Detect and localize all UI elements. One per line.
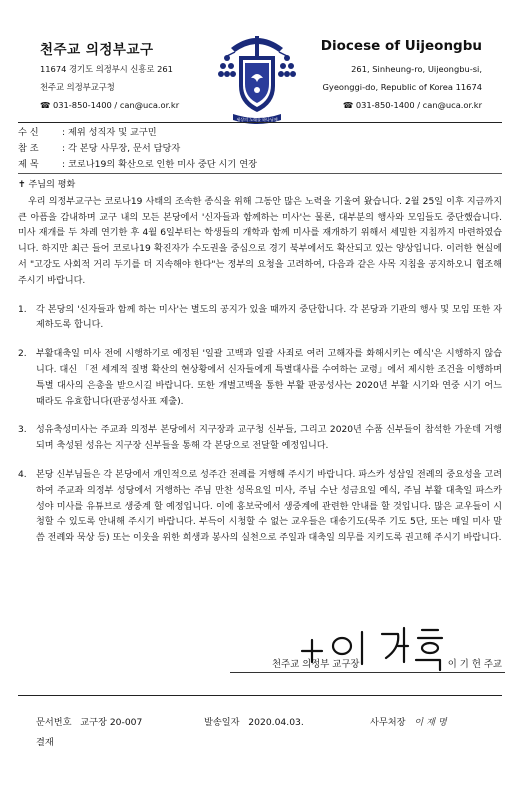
office-director-label: 사무처장: [370, 717, 406, 728]
document-number-value: 교구장 20-007: [80, 717, 143, 728]
reference-value: : 각 본당 사무장, 문서 담당자: [62, 143, 181, 154]
header-address-english: [322, 63, 482, 117]
document-number: [36, 714, 142, 728]
reference-label: 참 조: [18, 143, 39, 154]
office-director-signature: 이 재 명: [414, 717, 447, 728]
footer-divider: [18, 695, 502, 696]
list-item: [18, 423, 502, 455]
subject-label: 제 목: [18, 159, 39, 170]
address-line: Gyeonggi-do, Republic of Korea 11674: [322, 82, 482, 92]
intro-paragraph: 우리 의정부교구는 코로나19 사태의 조속한 종식을 위해 그동안 많은 노력을 기울여 왔습니다. 2월 25일 이후 지금까지 큰 아픔을 감내하며 교구 내의 모든 본당에서 '신자들과 함께하는 미사'는 물론, 대부분의 행사와 모임들도 중단했습니다. 미사 재개를 두 차례 연기한 후 4월 6일부터는 학생들의 개학과 함께 미사를 재개하기 위해서 세밀한 지침까지 마련하였습니다. 하지만 최근 들어 코로나19 확진자가 수도권을 중심으로 경기 북부에서도 확산되고 있는 양상입니다. 이러한 현실에서 "고강도 사회적 거리 두기를 더 지속해야 한다"는 정부의 요청을 고려하여, 다음과 같은 사목 지침을 공지하오니 협조해 주시기 바랍니다.: [18, 196, 502, 286]
meta-divider: [18, 173, 502, 174]
item-number: 1.: [18, 304, 27, 315]
sender-organization: 천주교 의정부 교구장: [272, 659, 360, 670]
document-number-label: 문서번호: [36, 717, 72, 728]
diocese-coat-of-arms-logo: [213, 28, 301, 128]
diocese-title-english: Diocese of Uijeongbu: [320, 38, 482, 54]
item-number: 3.: [18, 425, 27, 436]
contact-line: ☎ 031-850-1400 / can@uca.or.kr: [342, 100, 482, 110]
header-address-korean: [40, 63, 179, 117]
recipient-label: 수 신: [18, 127, 39, 138]
contact-line: ☎ 031-850-1400 / can@uca.or.kr: [40, 100, 180, 110]
list-item: [18, 303, 502, 335]
recipient-row: [18, 124, 257, 140]
office-director: [370, 714, 447, 728]
sender-name: 이 기 헌 주교: [447, 659, 502, 670]
office-line: 천주교 의정부교구청: [40, 82, 115, 92]
document-meta: [18, 124, 257, 172]
letter-body: [18, 178, 502, 547]
item-number: 4.: [18, 469, 27, 480]
address-line: 11674 경기도 의정부시 신흥로 261: [40, 64, 173, 74]
item-text: 부활대축일 미사 전에 시행하기로 예정된 '일괄 고백과 일괄 사죄로 여러 고해자를 화해시키는 예식'은 시행하지 않습니다. 대신 「전 세계적 질병 확산의 현상황에서 신자들에게 특별대사를 수여하는 교령」에서 제시한 조건을 이행하며 특별 대사의 은총을 받으시길 바랍니다. 또한 개별고백을 통한 부활 판공성사는 2020년 부활 시기와 연중 시기 어느 때라도 유효합니다(판공성사표 제출).: [36, 349, 502, 407]
seal-motto: 세상의 노래를 하나님께: [236, 117, 278, 122]
sender-line: [272, 656, 502, 670]
item-number: 2.: [18, 349, 27, 360]
subject-row: [18, 156, 257, 172]
address-line: 261, Sinheung-ro, Uijeongbu-si,: [351, 64, 482, 74]
send-date-value: 2020.04.03.: [248, 717, 304, 728]
recipient-value: : 제위 성직자 및 교구민: [62, 127, 157, 138]
item-text: 성유축성미사는 주교좌 의정부 본당에서 지구장과 교구청 신부들, 그리고 2020년 수품 신부들이 참석한 가운데 거행되며 축성된 성유는 지구장 신부들을 통해 각 본당으로 전달할 예정입니다.: [36, 425, 502, 452]
greeting: ✝ 주님의 평화: [18, 180, 76, 190]
signature-underline: [230, 672, 505, 673]
list-item: [18, 347, 502, 410]
send-date-label: 발송일자: [204, 717, 240, 728]
subject-value: : 코로나19의 확산으로 인한 미사 중단 시기 연장: [62, 159, 257, 170]
header-divider: [18, 122, 502, 123]
approval-label: 결재: [36, 737, 54, 748]
reference-row: [18, 140, 257, 156]
list-item: [18, 468, 502, 547]
item-text: 본당 신부님들은 각 본당에서 개인적으로 성주간 전례를 거행해 주시기 바랍니다. 파스카 성삼일 전례의 중요성을 고려하여 주교좌 의정부 성당에서 거행하는 주님 만찬 성목요일 미사, 주님 수난 성금요일 예식, 주님 부활 대축일 파스카 성야 미사를 유튜브로 생중계 할 예정입니다. 이에 홍보국에서 생중계에 관련한 안내를 할 것입니다. 많은 교우들이 시청할 수 있도록 안내해 주시기 바랍니다. 부득이 시청할 수 없는 교우들은 대송기도(묵주 기도 5단, 또는 매일 미사 말씀 전례와 묵상 등) 또는 이웃을 위한 희생과 봉사의 실천으로 주일과 대축일 의무를 지키도록 권고해 주시기 바랍니다.: [36, 469, 502, 544]
send-date: [204, 714, 304, 728]
item-text: 각 본당의 '신자들과 함께 하는 미사'는 별도의 공지가 있을 때까지 중단합니다. 각 본당과 기관의 행사 및 모임 또한 자제하도록 합니다.: [36, 304, 502, 331]
diocese-title-korean: 천주교 의정부교구: [40, 42, 154, 58]
